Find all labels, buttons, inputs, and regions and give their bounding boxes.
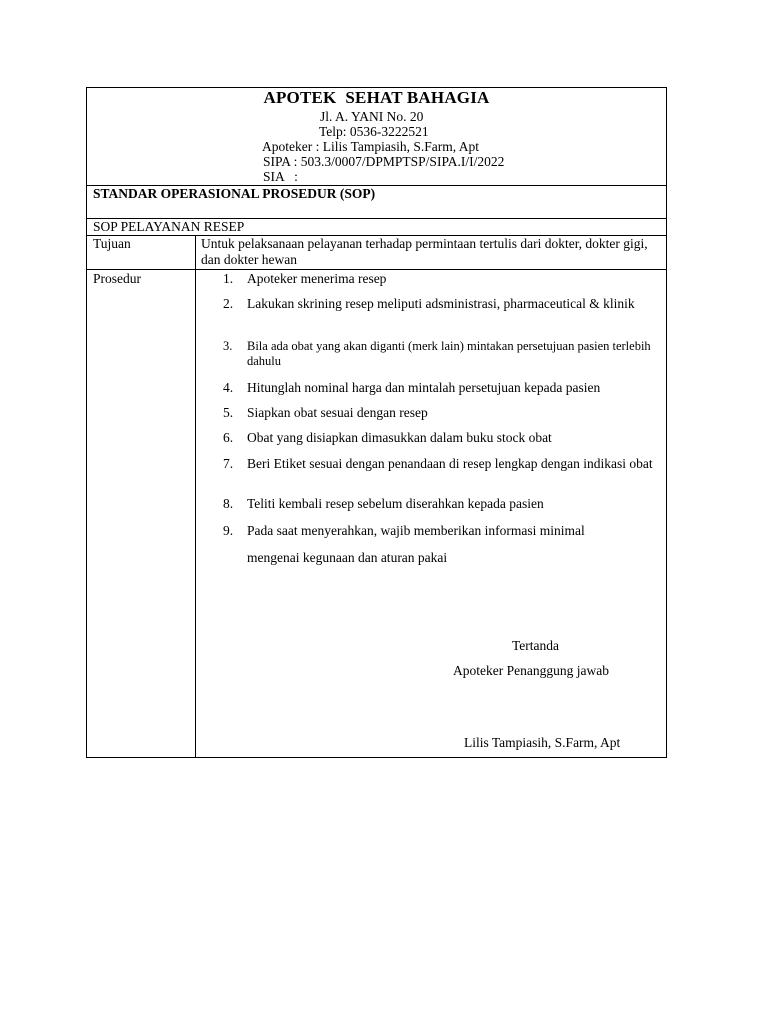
step-text: Bila ada obat yang akan diganti (merk lain) mintakan persetujuan pasien terlebih dahulu <box>247 339 651 368</box>
prosedur-label: Prosedur <box>93 271 141 286</box>
step-text: Lakukan skrining resep meliputi adsministrasi, pharmaceutical & klinik <box>247 296 635 311</box>
address: Jl. A. YANI No. 20 <box>320 109 424 124</box>
pharmacy-name: APOTEK SEHAT BAHAGIA <box>263 88 490 107</box>
step-number: 7. <box>223 456 234 471</box>
sop-name: SOP PELAYANAN RESEP <box>93 219 245 234</box>
step-text: Teliti kembali resep sebelum diserahkan kepada pasien <box>247 496 544 511</box>
sop-heading: STANDAR OPERASIONAL PROSEDUR (SOP) <box>93 186 376 201</box>
step-number: 1. <box>223 271 234 286</box>
step-text: Beri Etiket sesuai dengan penandaan di resep lengkap dengan indikasi obat <box>247 456 653 471</box>
step-text: Apoteker menerima resep <box>247 271 387 286</box>
letterhead <box>87 88 666 186</box>
step-text: Hitunglah nominal harga dan mintalah persetujuan kepada pasien <box>247 380 601 395</box>
step-number: 4. <box>223 380 234 395</box>
column-divider <box>195 235 196 757</box>
step-number: 8. <box>223 496 234 511</box>
step-number: 6. <box>223 430 234 445</box>
tujuan-text: Untuk pelaksanaan pelayanan terhadap permintaan tertulis dari dokter, dokter gigi, dan dokter hewan <box>201 236 648 267</box>
tujuan-label: Tujuan <box>93 236 131 251</box>
step-text: Pada saat menyerahkan, wajib memberikan informasi minimal <box>247 523 585 538</box>
signature-tertanda: Tertanda <box>512 638 560 653</box>
phone: Telp: 0536-3222521 <box>319 124 429 139</box>
divider <box>87 269 666 270</box>
step-text: Obat yang disiapkan dimasukkan dalam buku stock obat <box>247 430 552 445</box>
step-number: 5. <box>223 405 234 420</box>
pharmacist-line: Apoteker : Lilis Tampiasih, S.Farm, Apt <box>262 139 480 154</box>
signature-name: Lilis Tampiasih, S.Farm, Apt <box>464 735 621 750</box>
step-number: 2. <box>223 296 234 311</box>
signature-role: Apoteker Penanggung jawab <box>453 663 609 678</box>
step-number: 3. <box>223 339 233 353</box>
sipa-line: SIPA : 503.3/0007/DPMPTSP/SIPA.I/I/2022 <box>263 154 505 169</box>
step-text: Siapkan obat sesuai dengan resep <box>247 405 428 420</box>
step-continuation: mengenai kegunaan dan aturan pakai <box>247 550 448 565</box>
sop-document <box>86 87 667 758</box>
step-number: 9. <box>223 523 234 538</box>
sia-line: SIA : <box>263 169 298 184</box>
